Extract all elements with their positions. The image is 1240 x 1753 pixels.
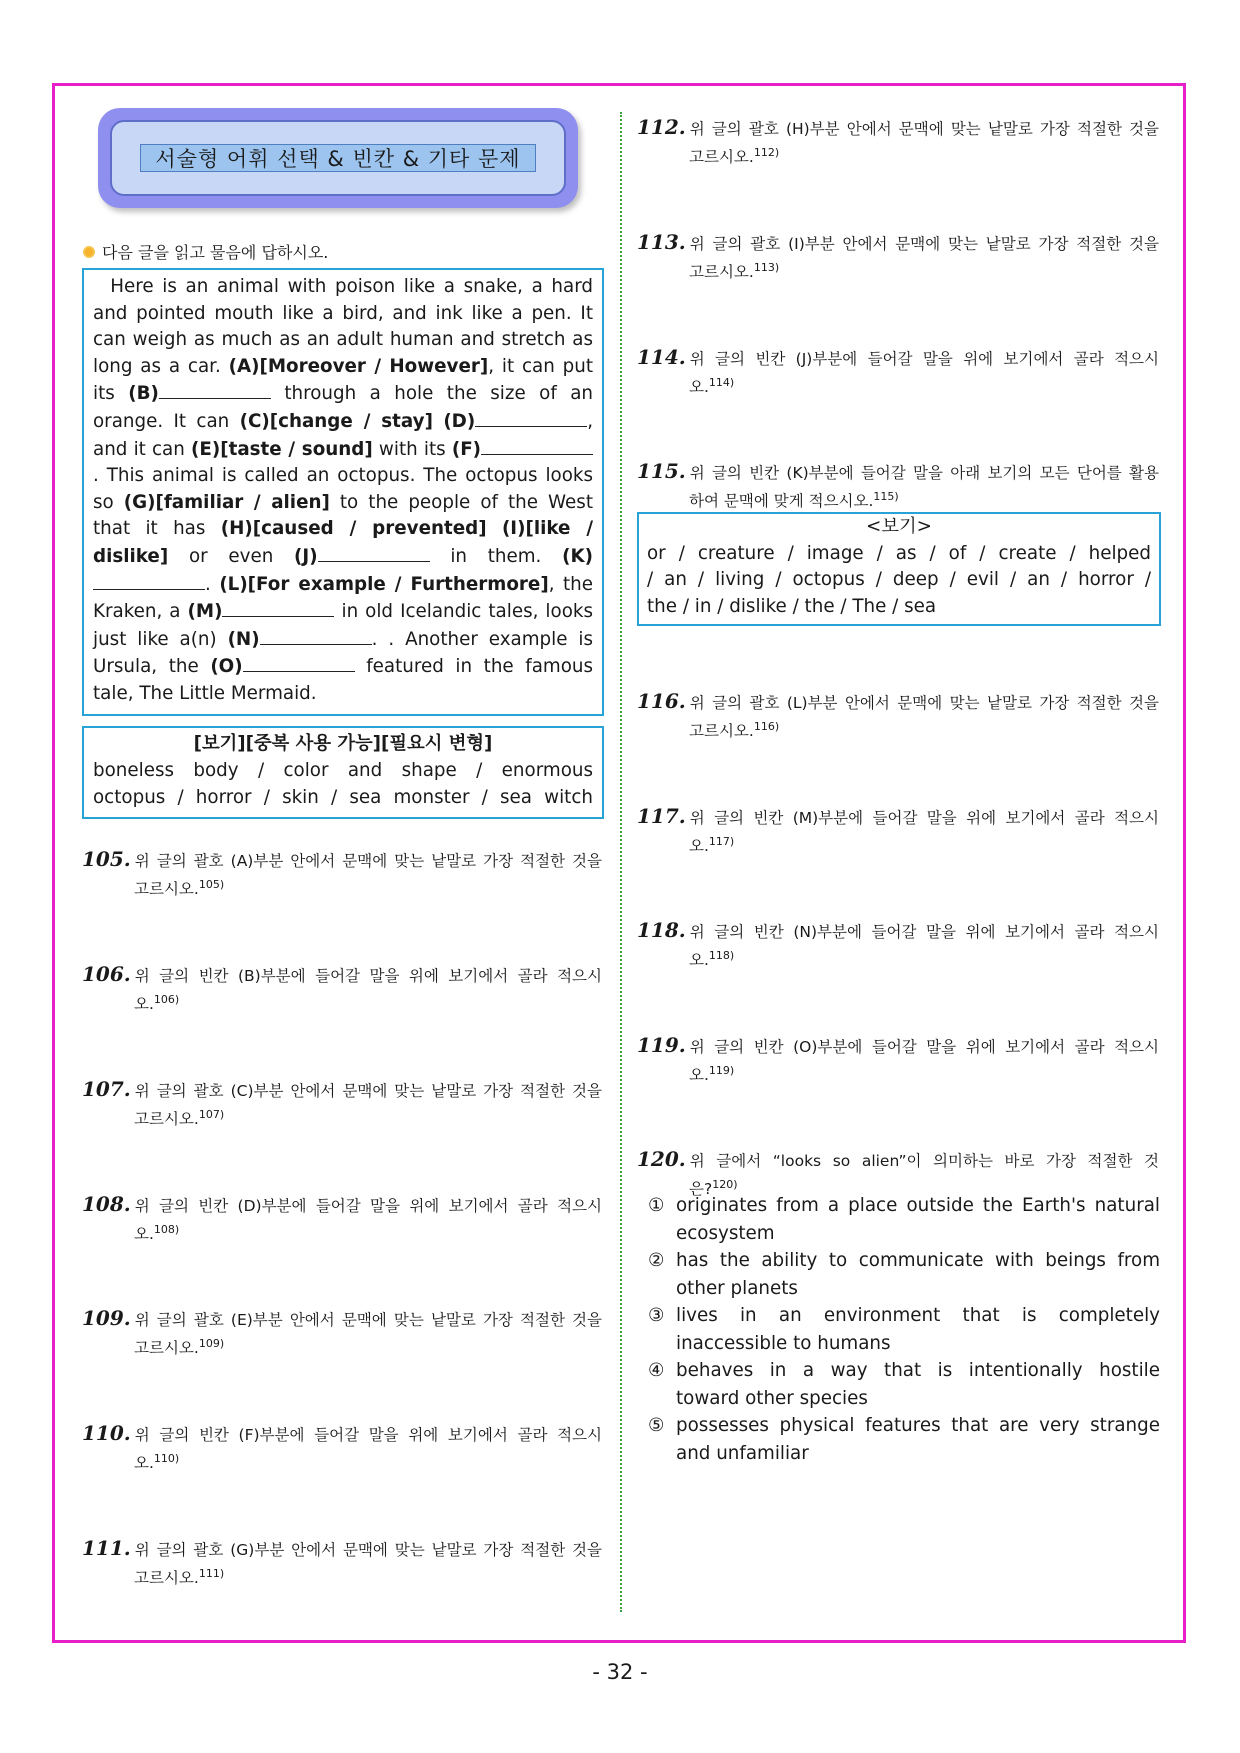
question-109: 109. 위 글의 괄호 (E)부분 안에서 문맥에 맞는 낱말로 가장 적절한 것을 고르시오.$^{109)}$ xyxy=(82,1306,602,1358)
question-116: 116. 위 글의 괄호 (L)부분 안에서 문맥에 맞는 낱말로 가장 적절한 것을 고르시오.$^{116)}$ xyxy=(637,689,1159,741)
word-bank-2-line: or / creature / image / as / of / create / helped xyxy=(647,542,1151,564)
question-107: 107. 위 글의 괄호 (C)부분 안에서 문맥에 맞는 낱말로 가장 적절한 것을 고르시오.$^{107)}$ xyxy=(82,1077,602,1129)
section-title: 서술형 어휘 선택 & 빈칸 & 기타 문제 xyxy=(140,144,536,172)
question-117: 117. 위 글의 빈칸 (M)부분에 들어갈 말을 위에 보기에서 골라 적으시 오.$^{117)}$ xyxy=(637,804,1159,856)
answer-option[interactable]: ④ behaves in a way that is intentionally hostile toward other species xyxy=(648,1360,1160,1409)
answer-option[interactable]: ② has the ability to communicate with beings from other planets xyxy=(648,1250,1160,1299)
question-114: 114. 위 글의 빈칸 (J)부분에 들어갈 말을 위에 보기에서 골라 적으시 오.$^{114)}$ xyxy=(637,345,1159,397)
word-bank-box xyxy=(82,726,604,819)
question-106: 106. 위 글의 빈칸 (B)부분에 들어갈 말을 위에 보기에서 골라 적으시 오.$^{106)}$ xyxy=(82,962,602,1014)
column-divider xyxy=(620,112,622,1612)
question-110: 110. 위 글의 빈칸 (F)부분에 들어갈 말을 위에 보기에서 골라 적으시 오.$^{110)}$ xyxy=(82,1421,602,1473)
word-bank-2-line: / an / living / octopus / deep / evil / an / horror / xyxy=(647,569,1151,590)
question-115: 115. 위 글의 빈칸 (K)부분에 들어갈 말을 아래 보기의 모든 단어를 활용 하여 문맥에 맞게 적으시오.$^{115)}$ xyxy=(637,459,1159,511)
answer-option[interactable]: ⑤ possesses physical features that are very strange and unfamiliar xyxy=(648,1415,1160,1464)
question-113: 113. 위 글의 괄호 (I)부분 안에서 문맥에 맞는 낱말로 가장 적절한 것을 고르시오.$^{113)}$ xyxy=(637,230,1159,282)
page-number: - 32 - xyxy=(592,1660,648,1684)
question-108: 108. 위 글의 빈칸 (D)부분에 들어갈 말을 위에 보기에서 골라 적으시 오.$^{108)}$ xyxy=(82,1192,602,1244)
word-bank-2-line: the / in / dislike / the / The / sea xyxy=(647,595,937,617)
question-119: 119. 위 글의 빈칸 (O)부분에 들어갈 말을 위에 보기에서 골라 적으시 오.$^{119)}$ xyxy=(637,1033,1159,1085)
reading-passage: Here is an animal with poison like a snake, a hard and pointed mouth like a bird, and ink like a pen. It can weigh as much as an adult human and stretch as long as a car. (A)[Moreover / However], it can put its (B) through a hole the size of an orange. It can (C)[change / stay] (D) , and it can (E)[taste / sound] with its (F). This animal is called an octopus. The octopus looks so (G)[familiar / alien] to the people of the West that it has (H)[caused / prevented] (I)[like / dislike] or even (J) in them. (K). (L)[For example / Furthermore], the Kraken, a (M) in old Icelandic tales, looks just like a(n) (N) . . Another example is Ursula, the (O) featured in the famous tale, The Little Mermaid. xyxy=(82,268,604,716)
question-120: 120. 위 글에서 “looks so alien”이 의미하는 바로 가장 적절한 것 은?$^{120)}$ xyxy=(637,1147,1159,1199)
answer-options xyxy=(648,1192,1160,1467)
title-inner-frame xyxy=(110,120,566,196)
question-111: 111. 위 글의 괄호 (G)부분 안에서 문맥에 맞는 낱말로 가장 적절한 것을 고르시오.$^{111)}$ xyxy=(82,1536,602,1588)
section-title-banner xyxy=(98,108,578,208)
question-118: 118. 위 글의 빈칸 (N)부분에 들어갈 말을 위에 보기에서 골라 적으시 오.$^{118)}$ xyxy=(637,918,1159,970)
word-bank-line: octopus / horror / skin / sea monster / sea witch xyxy=(93,787,593,808)
directive xyxy=(82,240,328,263)
word-bank-box-2 xyxy=(637,512,1161,626)
question-112: 112. 위 글의 괄호 (H)부분 안에서 문맥에 맞는 낱말로 가장 적절한 것을 고르시오.$^{112)}$ xyxy=(637,115,1159,167)
answer-option[interactable]: ③ lives in an environment that is completely inaccessible to humans xyxy=(648,1305,1160,1354)
question-105: 105. 위 글의 괄호 (A)부분 안에서 문맥에 맞는 낱말로 가장 적절한 것을 고르시오.$^{105)}$ xyxy=(82,847,602,899)
flower-icon xyxy=(82,245,96,259)
word-bank-line: boneless body / color and shape / enormous xyxy=(93,760,593,781)
answer-option[interactable]: ① originates from a place outside the Earth's natural ecosystem xyxy=(648,1195,1160,1244)
directive-text: 다음 글을 읽고 물음에 답하시오. xyxy=(102,243,329,262)
word-bank-header: [보기][중복 사용 가능][필요시 변형] xyxy=(193,733,493,754)
word-bank-2-header: <보기> xyxy=(866,516,932,537)
